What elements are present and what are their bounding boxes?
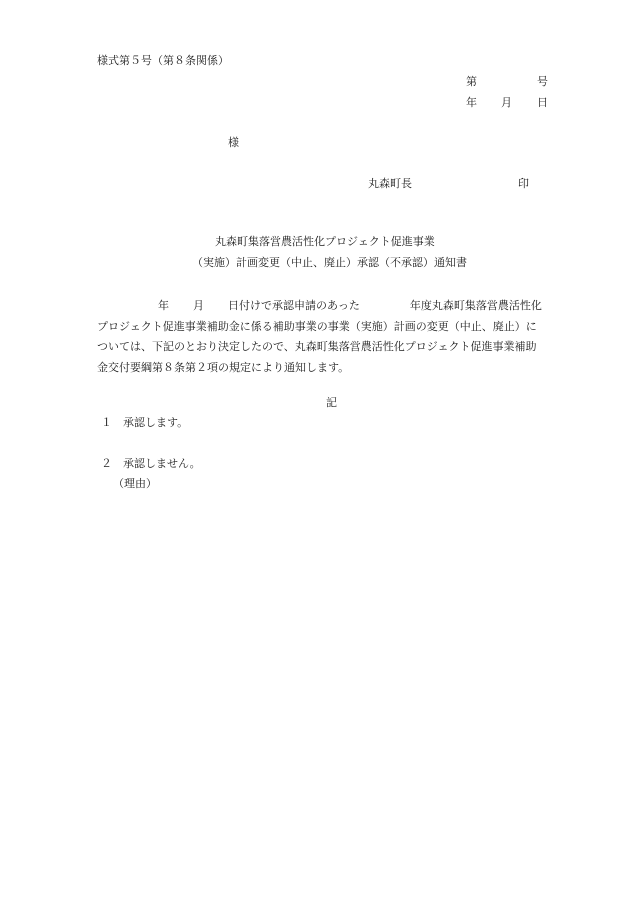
body-month-label: 月 <box>193 299 204 312</box>
notice-body <box>97 296 567 378</box>
form-label: 様式第５号（第８条関係） <box>97 54 229 67</box>
decision-item-reject <box>101 458 201 469</box>
item-number: １ <box>101 416 112 429</box>
document-title-line2: （実施）計画変更（中止、廃止）承認（不承認）通知書 <box>192 256 467 269</box>
ki-heading: 記 <box>326 396 337 409</box>
item-text: 承認しません。 <box>123 457 201 470</box>
addressee-honorific: 様 <box>228 136 239 149</box>
reason-label: （理由） <box>113 477 157 490</box>
document-number-suffix: 号 <box>537 75 548 88</box>
body-line-3: ついては、下記のとおり決定したので、丸森町集落営農活性化プロジェクト促進事業補助 <box>97 340 537 353</box>
date-year-label: 年 <box>466 96 477 109</box>
body-fiscal-year-text: 年度丸森町集落営農活性化 <box>409 299 542 312</box>
seal-mark: 印 <box>518 177 529 190</box>
sender-name: 丸森町長 <box>368 177 412 190</box>
document-number-prefix: 第 <box>466 75 477 88</box>
date-month-label: 月 <box>501 96 512 109</box>
body-line-2: プロジェクト促進事業補助金に係る補助事業の事業（実施）計画の変更（中止、廃止）に <box>97 319 537 333</box>
date-day-label: 日 <box>537 96 548 109</box>
body-line-1 <box>97 296 567 317</box>
item-text: 承認します。 <box>123 416 189 429</box>
body-approval-date-text: 日付けで承認申請のあった <box>228 299 360 312</box>
decision-item-approve <box>101 417 188 428</box>
document-title-line1: 丸森町集落営農活性化プロジェクト促進事業 <box>215 235 435 248</box>
item-number: ２ <box>101 457 112 470</box>
body-line-4: 金交付要綱第８条第２項の規定により通知します。 <box>97 360 350 374</box>
body-year-label: 年 <box>158 299 169 312</box>
